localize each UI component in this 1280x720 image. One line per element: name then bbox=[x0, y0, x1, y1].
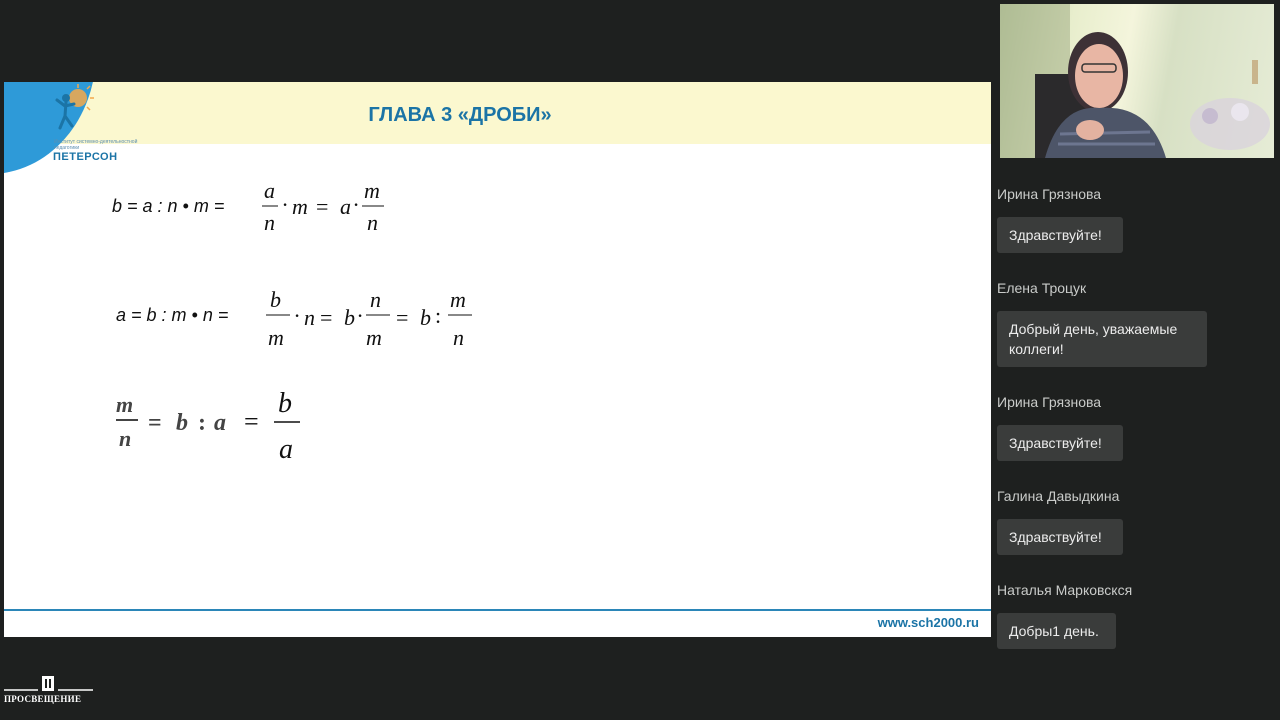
chat-author: Елена Троцук bbox=[997, 280, 1087, 296]
svg-text:m: m bbox=[268, 325, 284, 350]
svg-text:·: · bbox=[353, 192, 359, 217]
chat-author: Ирина Грязнова bbox=[997, 394, 1102, 410]
slide-footer-url: www.sch2000.ru bbox=[877, 615, 979, 630]
svg-text:b: b bbox=[420, 305, 431, 330]
svg-text:m: m bbox=[366, 325, 382, 350]
svg-text:·: · bbox=[282, 192, 288, 217]
svg-text:m: m bbox=[364, 178, 380, 203]
chat-message: Здравствуйте! bbox=[997, 425, 1123, 461]
formula-3 bbox=[114, 382, 314, 466]
svg-text:=: = bbox=[396, 305, 409, 330]
svg-text:n: n bbox=[453, 325, 464, 350]
slide-footer-divider bbox=[4, 609, 991, 611]
svg-text:=: = bbox=[316, 194, 329, 219]
chat-message: Добры1 день. bbox=[997, 613, 1116, 649]
svg-text:n: n bbox=[304, 305, 315, 330]
formula-1 bbox=[112, 174, 412, 244]
svg-text:=: = bbox=[148, 410, 162, 436]
formula-1-fractions bbox=[260, 174, 410, 244]
svg-text:a: a bbox=[340, 194, 351, 219]
svg-text:=: = bbox=[244, 407, 259, 436]
svg-text:n: n bbox=[367, 210, 378, 235]
webcam-video bbox=[1000, 4, 1274, 158]
svg-text:a: a bbox=[264, 178, 275, 203]
presentation-slide bbox=[4, 82, 991, 637]
chat-message: Здравствуйте! bbox=[997, 519, 1123, 555]
svg-text:m: m bbox=[450, 287, 466, 312]
svg-text:b: b bbox=[344, 305, 355, 330]
svg-text::: : bbox=[198, 410, 206, 436]
svg-text:b: b bbox=[270, 287, 281, 312]
chat-author: Галина Давыдкина bbox=[997, 488, 1120, 504]
svg-text:a: a bbox=[214, 410, 226, 436]
chat-author: Ирина Грязнова bbox=[997, 186, 1102, 202]
svg-text:b: b bbox=[176, 410, 188, 436]
logo-tagline: Институт системно-деятельностной педагогики bbox=[54, 139, 138, 151]
svg-text:n: n bbox=[370, 287, 381, 312]
chat-message: Здравствуйте! bbox=[997, 217, 1123, 253]
formula-2-prefix: a = b : m • n = bbox=[116, 305, 229, 325]
formula-1-prefix: b = a : n • m = bbox=[112, 196, 225, 216]
svg-text:b: b bbox=[278, 388, 292, 419]
svg-text:a: a bbox=[279, 434, 293, 465]
svg-text:·: · bbox=[294, 303, 300, 328]
formula-2 bbox=[116, 287, 516, 357]
svg-text:n: n bbox=[264, 210, 275, 235]
formula-2-fractions bbox=[264, 287, 494, 357]
svg-text::: : bbox=[435, 303, 442, 328]
presenter-video-frame bbox=[1000, 4, 1274, 158]
chat-author: Наталья Марковскся bbox=[997, 582, 1133, 598]
publisher-name: ПРОСВЕЩЕНИЕ bbox=[4, 694, 82, 704]
svg-text:·: · bbox=[357, 303, 363, 328]
chat-message: Добрый день, уважаемые коллеги! bbox=[997, 311, 1207, 367]
logo-brand: ПЕТЕРСОН bbox=[53, 151, 118, 163]
svg-text:m: m bbox=[116, 392, 134, 417]
svg-text:m: m bbox=[292, 194, 308, 219]
svg-text:n: n bbox=[119, 426, 132, 451]
slide-title: ГЛАВА 3 «ДРОБИ» bbox=[368, 104, 552, 126]
svg-text:=: = bbox=[320, 305, 333, 330]
